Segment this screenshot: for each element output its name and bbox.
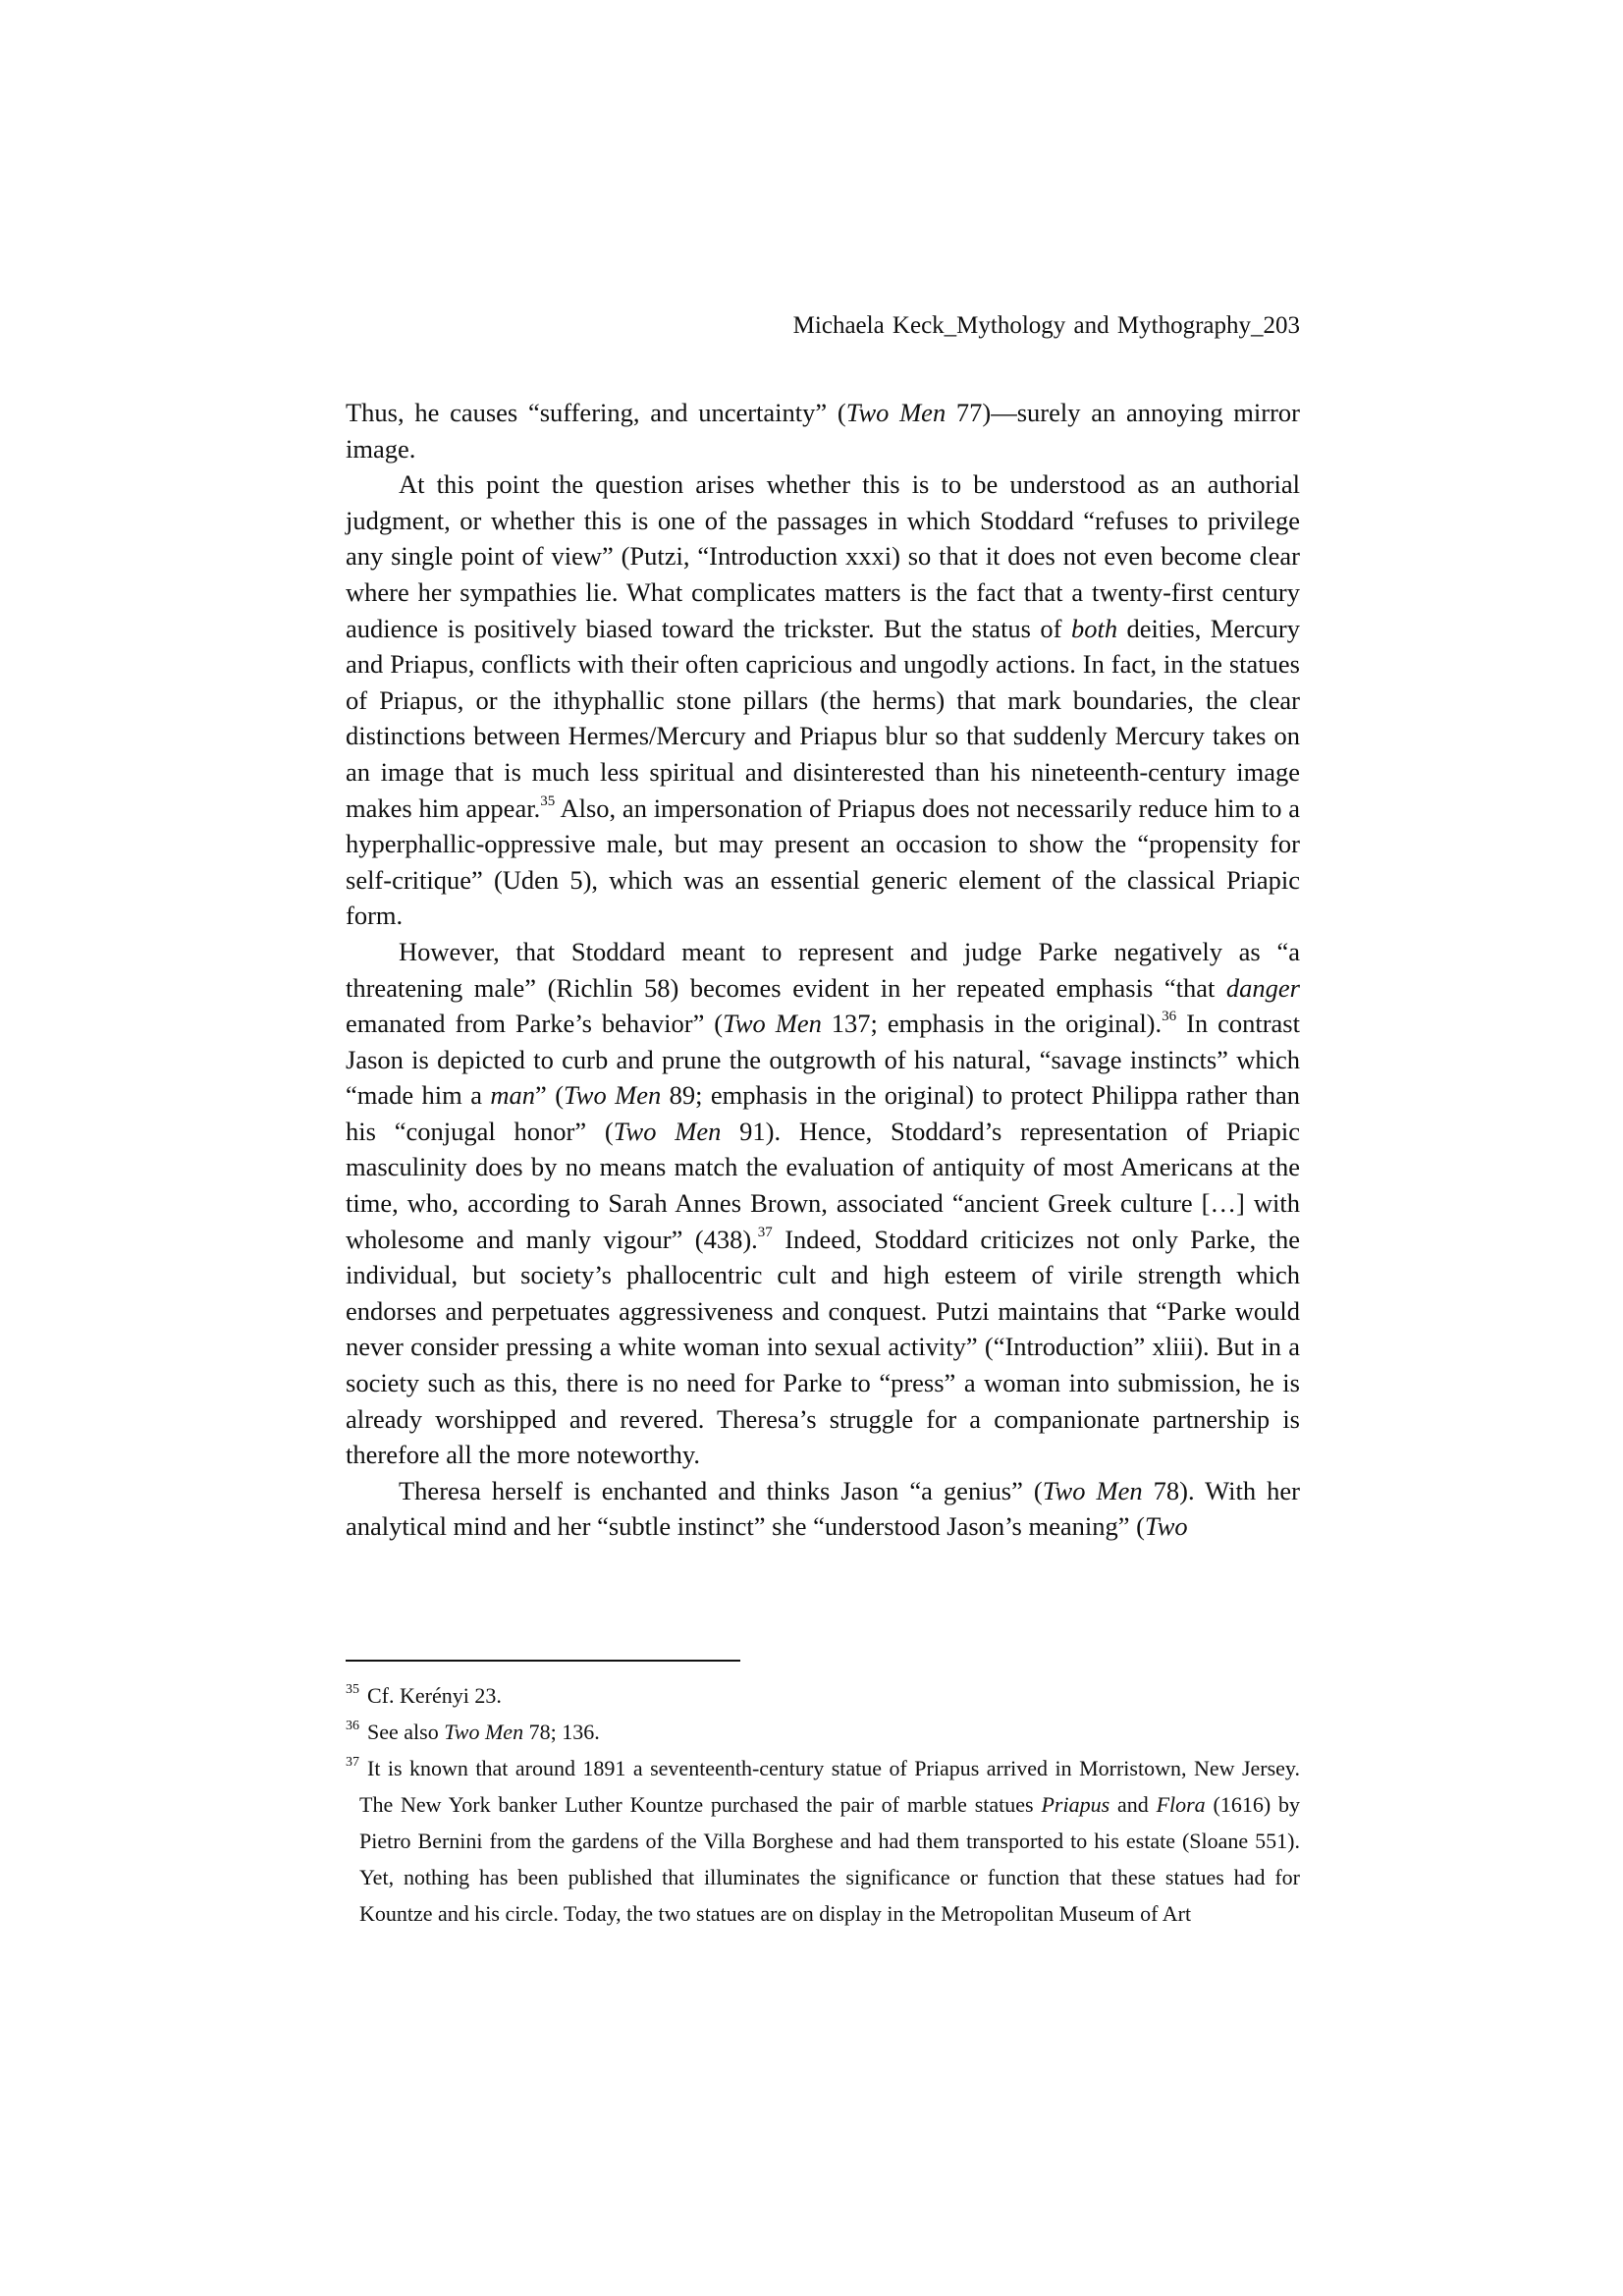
italic-emphasis: man	[490, 1080, 536, 1111]
footnote-text: and	[1109, 1792, 1157, 1817]
footnote-ref-36[interactable]: 36	[1162, 1009, 1177, 1025]
paragraph-2	[346, 466, 1300, 934]
italic-title: Two Men	[1042, 1475, 1143, 1505]
text-run: However, that Stoddard meant to represent and judge Parke negatively as “a threatening male” (Richlin 58) becomes evident in her repeated emphasis “that	[346, 936, 1300, 1003]
text-run: 89; emphasis in the original) to protect Philippa rather than his “conjugal honor” (	[346, 1080, 1300, 1146]
italic-emphasis: both	[1070, 613, 1118, 643]
italic-title: Priapus	[1041, 1792, 1110, 1817]
paragraph-1	[346, 395, 1300, 466]
paragraph-4	[346, 1473, 1300, 1545]
footnote-number: 36	[346, 1719, 359, 1733]
paragraph-3	[346, 934, 1300, 1473]
footnote-37	[346, 1750, 1300, 1932]
running-header: Michaela Keck_Mythology and Mythography_203	[792, 312, 1300, 339]
text-run: deities, Mercury and Priapus, conflicts with their often capricious and ungodly actions. In fact, in the statues of Priapus, or the ithyphallic stone pillars (the herms) that mark boundaries, the clear distinctions between Hermes/Mercury and Priapus blur so that suddenly Mercury takes on an image that is much less spiritual and disinterested than his nineteenth-century image makes him appear.	[346, 613, 1300, 823]
text-run: Theresa herself is enchanted and thinks Jason “a genius” (	[399, 1475, 1043, 1505]
footnote-text: It is known that around 1891 a seventeenth-century statue of Priapus arrived in Morristown, New Jersey. The New York banker Luther Kountze purchased the pair of marble statues	[359, 1756, 1300, 1817]
italic-title: Flora	[1156, 1792, 1206, 1817]
text-run: 91). Hence, Stoddard’s representation of Priapic masculinity does by no means match the evaluation of antiquity of most Americans at the time, who, according to Sarah Annes Brown, associated “ancient Greek culture […] with wholesome and manly vigour” (438).	[346, 1116, 1300, 1254]
text-run: Thus, he causes “suffering, and uncertainty” (	[346, 398, 846, 427]
text-run: At this point the question arises whether this is to be understood as an authorial judgment, or whether this is one of the passages in which Stoddard “refuses to privilege any single point of view” (Putzi, “Introduction xxxi) so that it does not even become clear where her sympathies lie. What complicates matters is the fact that a twenty-first century audience is positively biased toward the trickster. But the status of	[346, 469, 1300, 643]
italic-title: Two Men	[845, 398, 947, 427]
italic-title: Two Men	[444, 1720, 524, 1744]
text-run: 78). With her analytical mind and her “subtle instinct” she “understood Jason’s meaning” (	[346, 1475, 1301, 1542]
footnote-text: Cf. Kerényi 23.	[367, 1683, 502, 1708]
italic-title: Two Men	[723, 1009, 822, 1039]
text-run: 137; emphasis in the original).	[821, 1009, 1163, 1039]
footnote-text: (1616) by Pietro Bernini from the gardens of the Villa Borghese and had them transported to his estate (Sloane 551). Yet, nothing has been published that illuminates the significance or function that these statues had for Kountze and his circle. Today, the two statues are on display in the Metropolitan Museum of Art	[359, 1792, 1300, 1926]
footnote-text: 78; 136.	[523, 1720, 600, 1744]
footnote-36	[346, 1714, 1300, 1750]
footnote-number: 35	[346, 1682, 359, 1697]
footnote-ref-37[interactable]: 37	[757, 1224, 773, 1240]
text-run: 77)—surely an annoying mirror image.	[346, 398, 1300, 464]
text-run: emanated from Parke’s behavior” (	[346, 1009, 724, 1039]
main-text	[346, 395, 1300, 1545]
text-run: ” (	[535, 1080, 565, 1111]
text-run: Indeed, Stoddard criticizes not only Parke, the individual, but society’s phallocentric cult and high esteem of virile strength which endorses and perpetuates aggressiveness and conquest. Putzi maintains that “Parke would never consider pressing a white woman into sexual activity” (“Introduction” xliii). But in a society such as this, there is no need for Parke to “press” a woman into submission, he is already worshipped and revered. Theresa’s struggle for a companionate partnership is therefore all the more noteworthy.	[346, 1224, 1300, 1470]
footnote-number: 37	[346, 1755, 359, 1770]
italic-title: Two Men	[564, 1080, 662, 1111]
italic-title: Two	[1144, 1511, 1188, 1542]
footnotes	[346, 1677, 1300, 1932]
italic-title: Two Men	[613, 1116, 722, 1146]
text-run: In contrast Jason is depicted to curb and prune the outgrowth of his natural, “savage instincts” which “made him a	[346, 1009, 1300, 1111]
text-run: Also, an impersonation of Priapus does not necessarily reduce him to a hyperphallic-oppressive male, but may present an occasion to show the “propensity for self-critique” (Uden 5), which was an essential generic element of the classical Priapic form.	[346, 793, 1300, 931]
footnote-35	[346, 1677, 1300, 1714]
footnote-separator	[346, 1660, 740, 1662]
footnote-text: See also	[367, 1720, 445, 1744]
footnote-ref-35[interactable]: 35	[540, 793, 556, 809]
italic-emphasis: danger	[1225, 972, 1300, 1003]
